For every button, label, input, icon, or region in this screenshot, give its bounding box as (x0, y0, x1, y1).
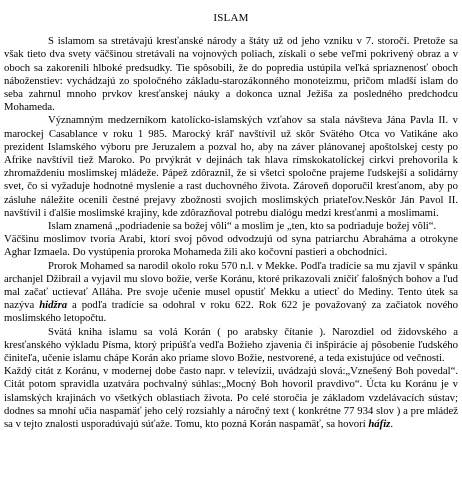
paragraph-text: Väčšinu moslimov tvoria Arabi, ktorí svoj pôvod odvodzujú od syna patriarchu Abraháma a otrokyne Aghar Izmaela. Do vystúpenia proroka Mohameda žili ako kočovní pastieri a obchodníci. (4, 233, 458, 259)
paragraph-text: . (390, 418, 394, 431)
paragraph-text: Islam znamená „podriadenie sa božej vôli“ a moslim je „ten, kto sa podriaduje božej vôli“. (48, 220, 437, 233)
paragraph (4, 114, 458, 220)
document-body (4, 35, 458, 431)
emphasized-term: háfiz (368, 418, 391, 431)
paragraph (4, 233, 458, 259)
paragraph-text: Každý citát z Koránu, v modernej dobe často napr. v televízii, uvádzajú slová:„Vznešený Boh povedal“. Citát potom spravidla uzatvára pochvalný súhlas:„Mocný Boh hovoril pravdivo“. Úcta ku Koránu je v islamských krajinách vo všetkých oblastiach života. Po celé storočia je základom vzdelávacích sústav; dodnes sa mnohí učia naspamäť jeho celý rozsiahly a náročný text ( konkrétne 77 934 slov ) a pre mládež sa v tejto znalosti usporadúvajú súťaže. Tomu, kto pozná Korán naspamäť, sa hovorí (4, 365, 458, 431)
emphasized-term: hidžra (39, 299, 68, 312)
paragraph-text: Prorok Mohamed sa narodil okolo roku 570 n.l. v Mekke. Podľa tradície sa mu zjavil v spánku archanjel Džibrail a vyjavil mu slovo božie, verše Koránu, ktoré prikazovali zničiť falošných bohov a ľud mal začať uctievať Alláha. Pre svoje učenie musel opustiť Mekku a utiecť do Mediny. Tento útek sa nazýva (4, 259, 458, 312)
paragraph (4, 220, 458, 233)
paragraph-text: S islamom sa stretávajú kresťanské národy a štáty už od jeho vzniku v 7. storočí. Pretože sa však tieto dva svety väčšinou stretávali na vojnových poliach, získali o sebe veľmi pokrivený obraz a v oboch sa zakorenili hlboké predsudky. Tie spôsobili, že do popredia ustúpila veľká spriaznenosť oboch náboženstiev: vychádzajú zo spoločného základu-starozákonného monoteizmu, pričom mladší islam do seba zahrnul mnoho prvkov kresťanskej náuky a dokonca uznal Ježiša za posledného predchodcu Mohameda. (4, 35, 458, 114)
paragraph-text: Významným medzerníkom katolícko-islamských vzťahov sa stala návšteva Jána Pavla II. v marockej Casablance v roku 1 985. Marocký kráľ navštívil už skôr Svätého Otca vo Vatikáne ako prezident Islamského výboru pre Jeruzalem a pozval ho, aby na záver plánovanej apoštolskej cesty po Afrike navštívil tiež Maroko. Po prvýkrát v dejinách tak hlava rímskokatolíckej cirkvi prehovorila k zhromaždeniu moslimskej mládeže. Pápež zdôraznil, že si všetci spoločne prajeme ľudskejší a solidárny svet, čo si vyžaduje hodnotné myslenie a rast duchovného života. Zároveň doporučil kresťanom, aby po zásluhe náležite ocenili čestné prejavy zbožnosti svojich moslimských priateľov.Neskôr Ján Pavol II. navštívil i ďalšie moslimské krajiny, kde zdôrazňoval potrebu dialógu medzi kresťanmi a moslimami. (4, 114, 458, 219)
paragraph (4, 35, 458, 114)
paragraph-text: a podľa tradície sa odohral v roku 622. Rok 622 je považovaný za začiatok nového moslimského letopočtu. (4, 299, 458, 325)
paragraph (4, 260, 458, 326)
paragraph (4, 326, 458, 366)
page-title: ISLAM (213, 12, 249, 24)
paragraph-text: Svätá kniha islamu sa volá Korán ( po arabsky čítanie ). Narozdiel od židovského a kresťanského výkladu Písma, ktorý pripúšťa vedľa Božieho zjavenia či inšpirácie aj pôsobenie ľudského činiteľa, učenie islamu chápe Korán ako priame slovo Božie, nestvorené, a teda existujúce od večnosti. (4, 325, 458, 365)
paragraph (4, 365, 458, 431)
